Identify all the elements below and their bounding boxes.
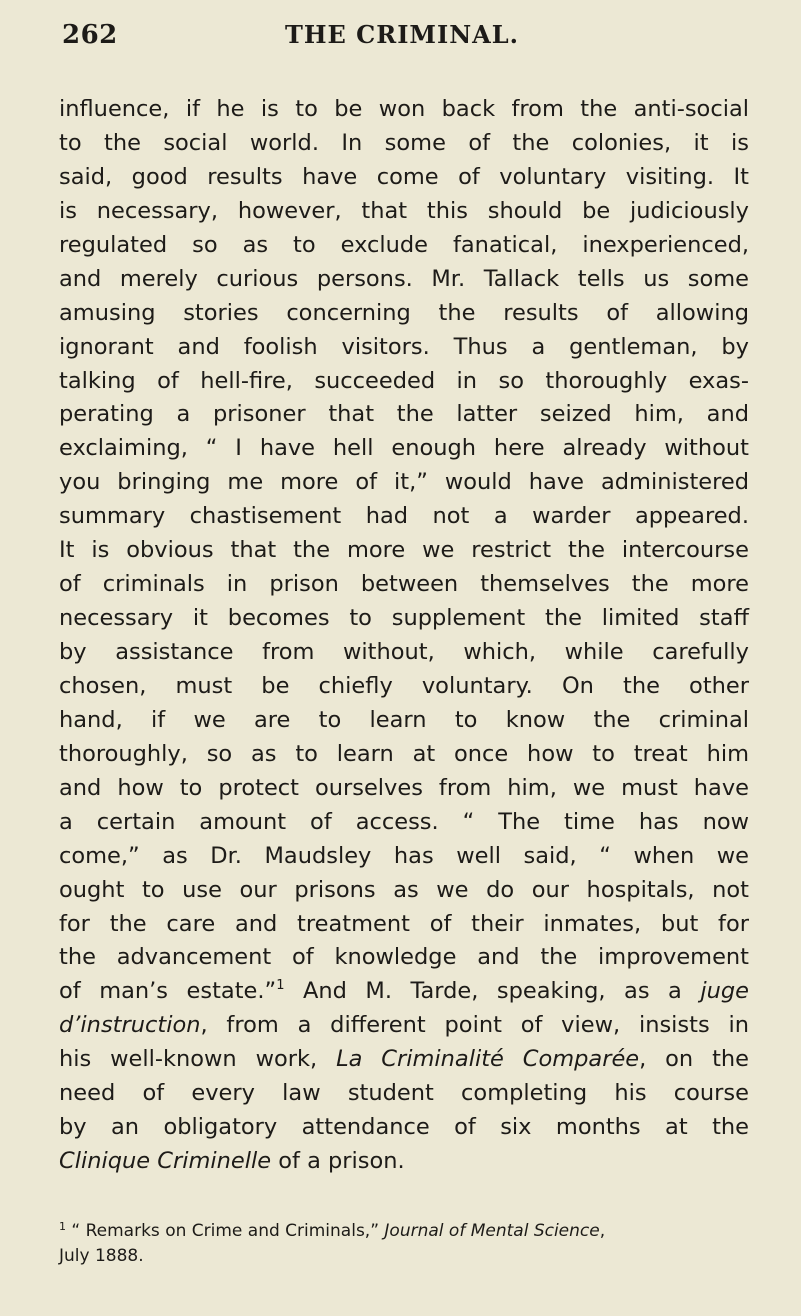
text-line: to the social world. In some of the colonies, it is <box>59 129 749 156</box>
book-title: La Criminalité Comparée <box>336 1046 640 1073</box>
text-line: amusing stories concerning the results of allowing <box>59 299 749 326</box>
footnote-reference: 1 <box>276 978 285 994</box>
text-line: chosen, must be chiefly voluntary. On the other <box>59 672 749 699</box>
text-line: It is obvious that the more we restrict the intercourse <box>59 537 749 564</box>
text-line: summary chastisement had not a warder appeared. <box>59 503 749 530</box>
text-line: said, good results have come of voluntary visiting. It <box>59 163 749 190</box>
text-segment: “ Remarks on Crime and Criminals,” <box>66 1221 385 1241</box>
text-line: talking of hell-fire, succeeded in so thoroughly exas- <box>59 367 749 394</box>
text-line: perating a prisoner that the latter seized him, and <box>59 401 749 428</box>
text-line: necessary it becomes to supplement the limited staff <box>59 605 749 632</box>
text-line: the advancement of knowledge and the improvement <box>59 944 749 971</box>
text-line: by assistance from without, which, while carefully <box>59 639 749 665</box>
footnote-line <box>59 1219 749 1244</box>
text-line: and how to protect ourselves from him, we must have <box>59 774 749 801</box>
page-number: 262 <box>62 20 118 50</box>
text-segment: , on the <box>639 1046 749 1073</box>
text-line <box>59 1009 749 1043</box>
italic-term: Clinique Criminelle <box>59 1148 272 1175</box>
text-line <box>59 1145 749 1179</box>
text-line: need of every law student completing his course <box>59 1080 749 1107</box>
text-line: come,” as Dr. Maudsley has well said, “ when we <box>59 842 749 869</box>
page-header <box>62 20 742 60</box>
text-line: a certain amount of access. “ The time has now <box>59 808 749 835</box>
text-line: exclaiming, “ I have hell enough here already without <box>59 435 749 462</box>
footnote-line: July 1888. <box>59 1246 144 1266</box>
text-segment: his well-known work, <box>59 1046 337 1073</box>
text-line: for the care and treatment of their inmates, but for <box>59 910 749 937</box>
text-line: regulated so as to exclude fanatical, inexperienced, <box>59 231 749 258</box>
italic-term: juge <box>700 978 749 1005</box>
text-line: influence, if he is to be won back from the anti-social <box>59 96 749 122</box>
text-segment: , <box>599 1221 606 1241</box>
text-line: is necessary, however, that this should be judiciously <box>59 197 749 224</box>
text-line: by an obligatory attendance of six months at the <box>59 1114 749 1141</box>
text-line: ought to use our prisons as we do our hospitals, not <box>59 876 749 903</box>
journal-title: Journal of Mental Science <box>384 1221 600 1241</box>
text-line <box>59 975 749 1009</box>
text-line: of criminals in prison between themselves the more <box>59 571 749 598</box>
text-line: and merely curious persons. Mr. Tallack tells us some <box>59 265 749 292</box>
footnote-mark: 1 <box>59 1220 66 1233</box>
text-line <box>59 1043 749 1077</box>
text-line: hand, if we are to learn to know the criminal <box>59 706 749 733</box>
text-line: ignorant and foolish visitors. Thus a gentleman, by <box>59 333 749 360</box>
italic-term: d’instruction <box>59 1012 201 1039</box>
running-head: THE CRIMINAL. <box>284 20 520 49</box>
text-segment: of man’s estate.” <box>59 978 277 1005</box>
text-line: you bringing me more of it,” would have administered <box>59 469 749 496</box>
text-segment: , from a different point of view, insists in <box>200 1012 749 1039</box>
text-segment: And M. Tarde, speaking, as a <box>284 978 701 1005</box>
body-text <box>59 93 749 1179</box>
text-segment: of a prison. <box>271 1148 405 1175</box>
text-line: thoroughly, so as to learn at once how to treat him <box>59 740 749 767</box>
footnote <box>59 1219 749 1269</box>
